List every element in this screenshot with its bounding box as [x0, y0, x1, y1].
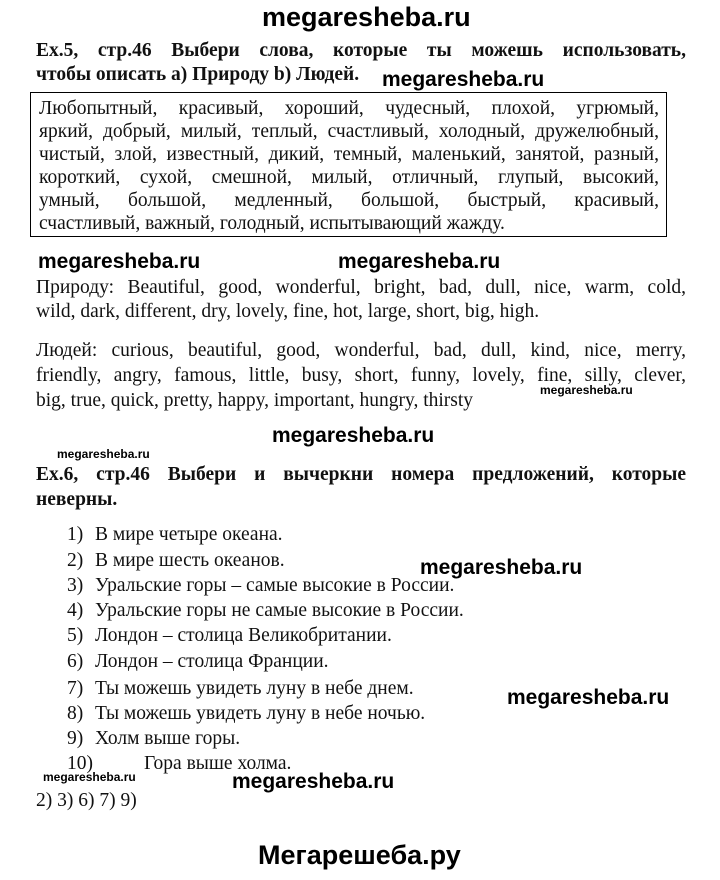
item-number: 5) — [67, 625, 84, 646]
watermark-top: megaresheba.ru — [262, 2, 471, 32]
list-item — [67, 548, 285, 574]
item-number: 3) — [67, 575, 84, 596]
item-number: 1) — [67, 524, 84, 545]
list-item — [67, 701, 425, 727]
item-number: 9) — [67, 728, 84, 749]
people-line1: Людей: curious, beautiful, good, wonderful, bad, dull, kind, nice, merry, — [36, 340, 686, 361]
item-text: В мире четыре океана. — [95, 524, 283, 545]
list-item — [67, 649, 329, 675]
watermark: megaresheba.ru — [38, 250, 201, 273]
watermark: megaresheba.ru — [507, 686, 670, 709]
ex6-answer: 2) 3) 6) 7) 9) — [36, 790, 137, 811]
list-item — [67, 598, 464, 624]
item-text: Уральские горы не самые высокие в России. — [95, 600, 464, 621]
list-item — [67, 522, 283, 548]
item-number: 10) — [67, 753, 93, 774]
item-text: Уральские горы – самые высокие в России. — [95, 575, 455, 596]
item-number: 8) — [67, 703, 84, 724]
watermark: megaresheba.ru — [338, 250, 501, 273]
item-text: В мире шесть океанов. — [95, 550, 285, 571]
watermark: megaresheba.ru — [420, 556, 583, 579]
word-box-line: яркий, добрый, милый, теплый, счастливый, холодный, дружелюбный, — [39, 121, 659, 142]
footer-watermark: Мегарешеба.ру — [258, 840, 461, 870]
word-box-line: умный, большой, медленный, большой, быстрый, красивый, — [39, 190, 659, 211]
item-number: 4) — [67, 600, 84, 621]
watermark: megaresheba.ru — [540, 383, 633, 397]
word-box-line: счастливый, важный, голодный, испытывающий жажду. — [39, 213, 505, 234]
list-item — [67, 726, 240, 752]
item-text: Лондон – столица Великобритании. — [95, 625, 392, 646]
watermark: megaresheba.ru — [232, 770, 395, 793]
word-box-line: Любопытный, красивый, хороший, чудесный, плохой, угрюмый, — [39, 98, 659, 119]
watermark: megaresheba.ru — [43, 770, 136, 784]
people-line3: big, true, quick, pretty, happy, important, hungry, thirsty — [36, 390, 474, 411]
ex5-heading-line2: чтобы описать a) Природу b) Людей. — [36, 64, 360, 85]
item-number: 2) — [67, 550, 84, 571]
watermark: megaresheba.ru — [272, 424, 435, 447]
item-text: Лондон – столица Франции. — [95, 651, 329, 672]
watermark: megaresheba.ru — [57, 447, 150, 461]
ex5-heading-line1: Ex.5, стр.46 Выбери слова, которые ты можешь использовать, — [36, 40, 686, 61]
item-number: 6) — [67, 651, 84, 672]
list-item — [67, 676, 414, 702]
item-text: Холм выше горы. — [95, 728, 241, 749]
list-item — [67, 573, 454, 599]
item-number: 7) — [67, 678, 84, 699]
nature-line1: Природу: Beautiful, good, wonderful, bright, bad, dull, nice, warm, cold, — [36, 277, 686, 298]
list-item — [67, 623, 392, 649]
item-text: Ты можешь увидеть луну в небе ночью. — [95, 703, 426, 724]
word-box-line: короткий, сухой, смешной, милый, отличный, глупый, высокий, — [39, 167, 659, 188]
watermark: megaresheba.ru — [382, 68, 545, 91]
item-text: Гора выше холма. — [144, 753, 292, 774]
people-line2: friendly, angry, famous, little, busy, short, funny, lovely, fine, silly, clever, — [36, 365, 686, 386]
item-text: Ты можешь увидеть луну в небе днем. — [95, 678, 414, 699]
ex6-heading-line1: Ex.6, стр.46 Выбери и вычеркни номера предложений, которые — [36, 464, 686, 485]
word-box — [30, 92, 667, 237]
ex6-heading-line2: неверны. — [36, 489, 118, 510]
word-box-line: чистый, злой, известный, дикий, темный, маленький, занятой, разный, — [39, 144, 659, 165]
nature-line2: wild, dark, different, dry, lovely, fine, hot, large, short, big, high. — [36, 301, 540, 322]
